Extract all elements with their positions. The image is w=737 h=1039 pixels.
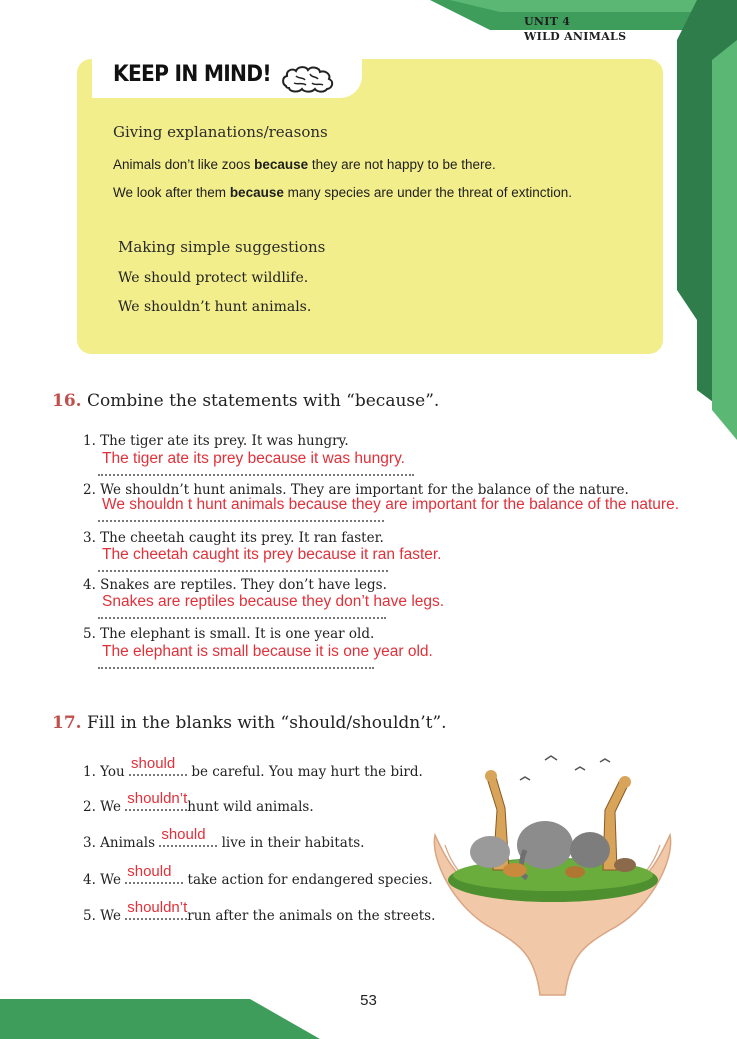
fill-item-3: 3. Animals should live in their habitats. xyxy=(83,826,365,851)
blank-4[interactable] xyxy=(125,863,183,884)
hands-holding-animals-illustration xyxy=(425,740,680,1000)
unit-header xyxy=(524,14,626,44)
exercise-17-title xyxy=(52,713,447,733)
keyword-because: because xyxy=(254,157,309,172)
answer-line-5[interactable] xyxy=(98,643,433,669)
blank-answer-5: shouldn’t xyxy=(127,899,188,916)
answer-line-4[interactable] xyxy=(98,593,445,619)
blank-answer-2: shouldn’t xyxy=(127,790,188,807)
green-side-decoration xyxy=(677,0,737,460)
fill-item-2: 2. We shouldn’t hunt wild animals. xyxy=(83,790,314,815)
exercise-number: 17. xyxy=(52,713,82,733)
blank-answer-3: should xyxy=(161,826,206,843)
blank-5[interactable] xyxy=(125,899,188,920)
suggestion-example-1: We should protect wildlife. xyxy=(118,270,309,286)
blank-3[interactable] xyxy=(159,826,217,847)
keep-in-mind-title: KEEP IN MIND! xyxy=(113,62,271,87)
answer-4: Snakes are reptiles because they don’t have legs. xyxy=(102,593,445,610)
suggestions-heading: Making simple suggestions xyxy=(118,238,326,256)
unit-label: UNIT 4 xyxy=(524,15,571,28)
question-3: 3. The cheetah caught its prey. It ran faster. xyxy=(83,530,384,546)
keyword-because: because xyxy=(229,185,284,200)
answer-line-2[interactable] xyxy=(98,496,680,522)
fill-item-1: 1. You should be careful. You may hurt the bird. xyxy=(83,755,423,780)
explanations-heading: Giving explanations/reasons xyxy=(113,123,328,141)
answer-line-1[interactable] xyxy=(98,450,414,476)
exercise-number: 16. xyxy=(52,391,82,411)
question-5: 5. The elephant is small. It is one year old. xyxy=(83,626,375,642)
blank-2[interactable] xyxy=(125,790,188,811)
blank-answer-4: should xyxy=(127,863,172,880)
exercise-instruction: Combine the statements with “because”. xyxy=(86,391,440,411)
exercise-instruction: Fill in the blanks with “should/shouldn’t”. xyxy=(86,713,447,733)
blank-answer-1: should xyxy=(131,755,176,772)
unit-topic: WILD ANIMALS xyxy=(524,30,627,43)
question-4: 4. Snakes are reptiles. They don’t have legs. xyxy=(83,577,387,593)
fill-item-5: 5. We shouldn’t run after the animals on the streets. xyxy=(83,899,436,924)
brain-icon xyxy=(280,64,338,94)
fill-item-4: 4. We should take action for endangered species. xyxy=(83,863,433,888)
page-number: 53 xyxy=(360,992,377,1009)
question-1: 1. The tiger ate its prey. It was hungry. xyxy=(83,433,349,449)
explanation-example-2: We look after them because many species are under the threat of extinction. xyxy=(113,185,573,200)
exercise-16-title xyxy=(52,391,439,411)
question-2: 2. We shouldn’t hunt animals. They are important for the balance of the nature. xyxy=(83,482,629,498)
explanation-example-1: Animals don’t like zoos because they are not happy to be there. xyxy=(113,157,496,172)
answer-5: The elephant is small because it is one year old. xyxy=(102,643,433,660)
answer-1: The tiger ate its prey because it was hungry. xyxy=(102,450,405,467)
answer-3: The cheetah caught its prey because it ran faster. xyxy=(102,546,442,563)
suggestion-example-2: We shouldn’t hunt animals. xyxy=(118,299,312,315)
blank-1[interactable] xyxy=(129,755,187,776)
answer-2: We shouldn t hunt animals because they are important for the balance of the nature. xyxy=(102,496,680,513)
answer-line-3[interactable] xyxy=(98,546,442,572)
